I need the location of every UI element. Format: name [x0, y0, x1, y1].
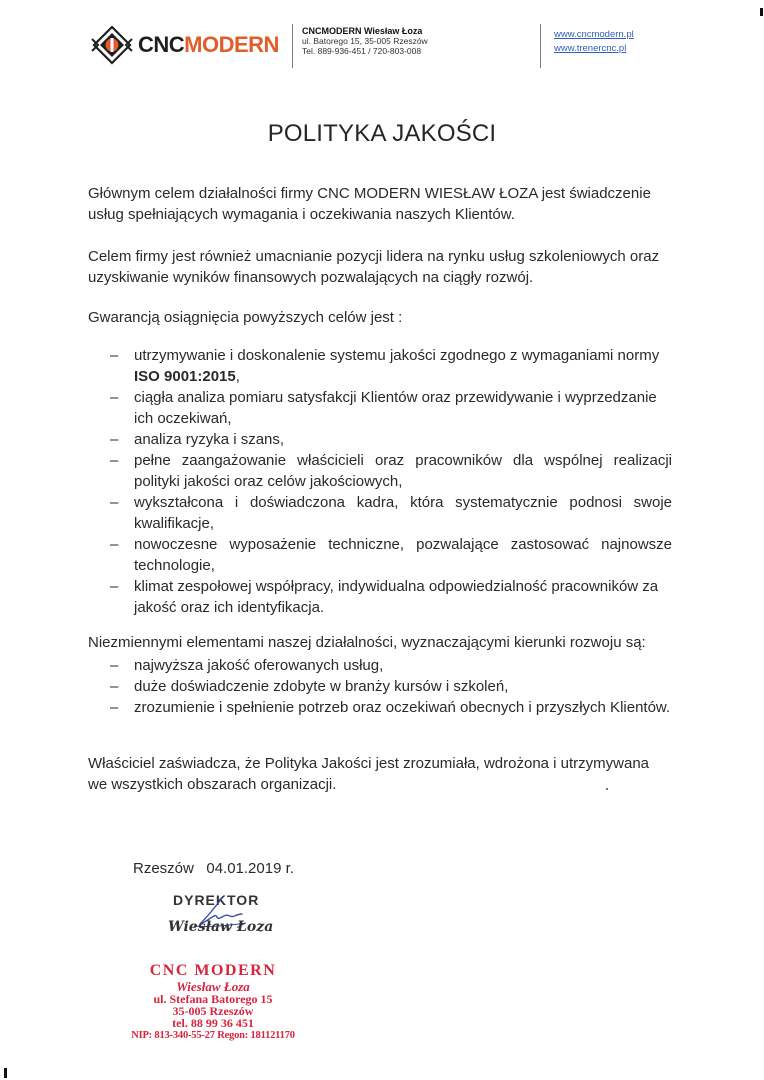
company-stamp: [108, 962, 318, 1042]
website-links: [554, 28, 634, 56]
header-divider: [540, 24, 541, 68]
list-item-text: utrzymywanie i doskonalenie systemu jakości zgodnego z wymaganiami normy: [134, 347, 660, 364]
stamp-ids: NIP: 813-340-55-27 Regon: 181121170: [131, 1030, 295, 1041]
logo-wordmark: [138, 32, 279, 58]
paragraph-owner-statement: Właściciel zaświadcza, że Polityka Jakości jest zrozumiała, wdrożona i utrzymywana we wszystkich obszarach organizacji.: [88, 755, 650, 793]
list-item-tail: ,: [235, 368, 240, 385]
list-item: [110, 345, 672, 387]
list-item: – najwyższa jakość oferowanych usług,: [110, 655, 672, 676]
company-address: ul. Batorego 15, 35-005 Rzeszów: [302, 36, 428, 46]
list-item: – zrozumienie i spełnienie potrzeb oraz oczekiwań obecnych i przyszłych Klientów.: [110, 697, 672, 718]
guarantee-list: [110, 345, 672, 618]
director-title: DYREKTOR: [173, 892, 260, 908]
list-item: – ciągła analiza pomiaru satysfakcji Klientów oraz przewidywanie i wyprzedzanie ich oczekiwań,: [110, 387, 672, 429]
list-item: – duże doświadczenie zdobyte w branży kursów i szkoleń,: [110, 676, 672, 697]
stamp-street: ul. Stefana Batorego 15: [153, 992, 273, 1006]
scan-speck: [606, 788, 608, 790]
link-trenercnc[interactable]: www.trenercnc.pl: [554, 43, 627, 54]
company-logo: [90, 24, 280, 66]
company-name: CNCMODERN Wiesław Łoza: [302, 26, 423, 36]
paragraph-guarantee-intro: Gwarancją osiągnięcia powyższych celów jest :: [88, 309, 403, 326]
paragraph-company-goal: Celem firmy jest również umacnianie pozycji lidera na rynku usług szkoleniowych oraz uzyskiwanie wyników finansowych pozwalających na ciągły rozwój.: [88, 248, 660, 286]
paragraph-main-goal: Głównym celem działalności firmy CNC MODERN WIESŁAW ŁOZA jest świadczenie usług spełniających wymagania i oczekiwania naszych Klientów.: [88, 185, 651, 223]
director-name: Wiesław Łoza: [168, 919, 274, 935]
document-title: POLITYKA JAKOŚCI: [267, 120, 497, 147]
stamp-owner: Wiesław Łoza: [176, 979, 250, 994]
scan-edge-mark: [4, 1068, 7, 1078]
logo-part-modern: MODERN: [184, 32, 279, 57]
cnc-modern-logo-icon: [90, 25, 134, 65]
list-item: – klimat zespołowej współpracy, indywidualna odpowiedzialność pracowników za jakość oraz ich identyfikacja.: [110, 576, 672, 618]
header-divider: [292, 24, 293, 68]
stamp-phone: tel. 88 99 36 451: [172, 1016, 254, 1030]
place-date: Rzeszów 04.01.2019 r.: [133, 860, 294, 877]
logo-part-cnc: CNC: [138, 32, 185, 57]
list-item: – analiza ryzyka i szans,: [110, 429, 672, 450]
scan-edge-mark: [760, 8, 763, 16]
list-item: – pełne zaangażowanie właścicieli oraz pracowników dla wspólnej realizacji polityki jakości oraz celów jakościowych,: [110, 450, 672, 492]
paragraph-elements-intro: Niezmiennymi elementami naszej działalności, wyznaczającymi kierunki rozwoju są:: [88, 634, 646, 651]
stamp-city: 35-005 Rzeszów: [172, 1004, 254, 1018]
company-info: [302, 26, 428, 56]
elements-list: [110, 655, 672, 718]
list-item: – nowoczesne wyposażenie techniczne, pozwalające zastosować najnowsze technologie,: [110, 534, 672, 576]
iso-standard: ISO 9001:2015: [134, 368, 236, 385]
list-item: – wykształcona i doświadczona kadra, która systematycznie podnosi swoje kwalifikacje,: [110, 492, 672, 534]
company-phone: Tel. 889-936-451 / 720-803-008: [302, 46, 422, 56]
link-cncmodern[interactable]: www.cncmodern.pl: [554, 29, 634, 40]
stamp-company-name: CNC MODERN: [149, 962, 277, 979]
